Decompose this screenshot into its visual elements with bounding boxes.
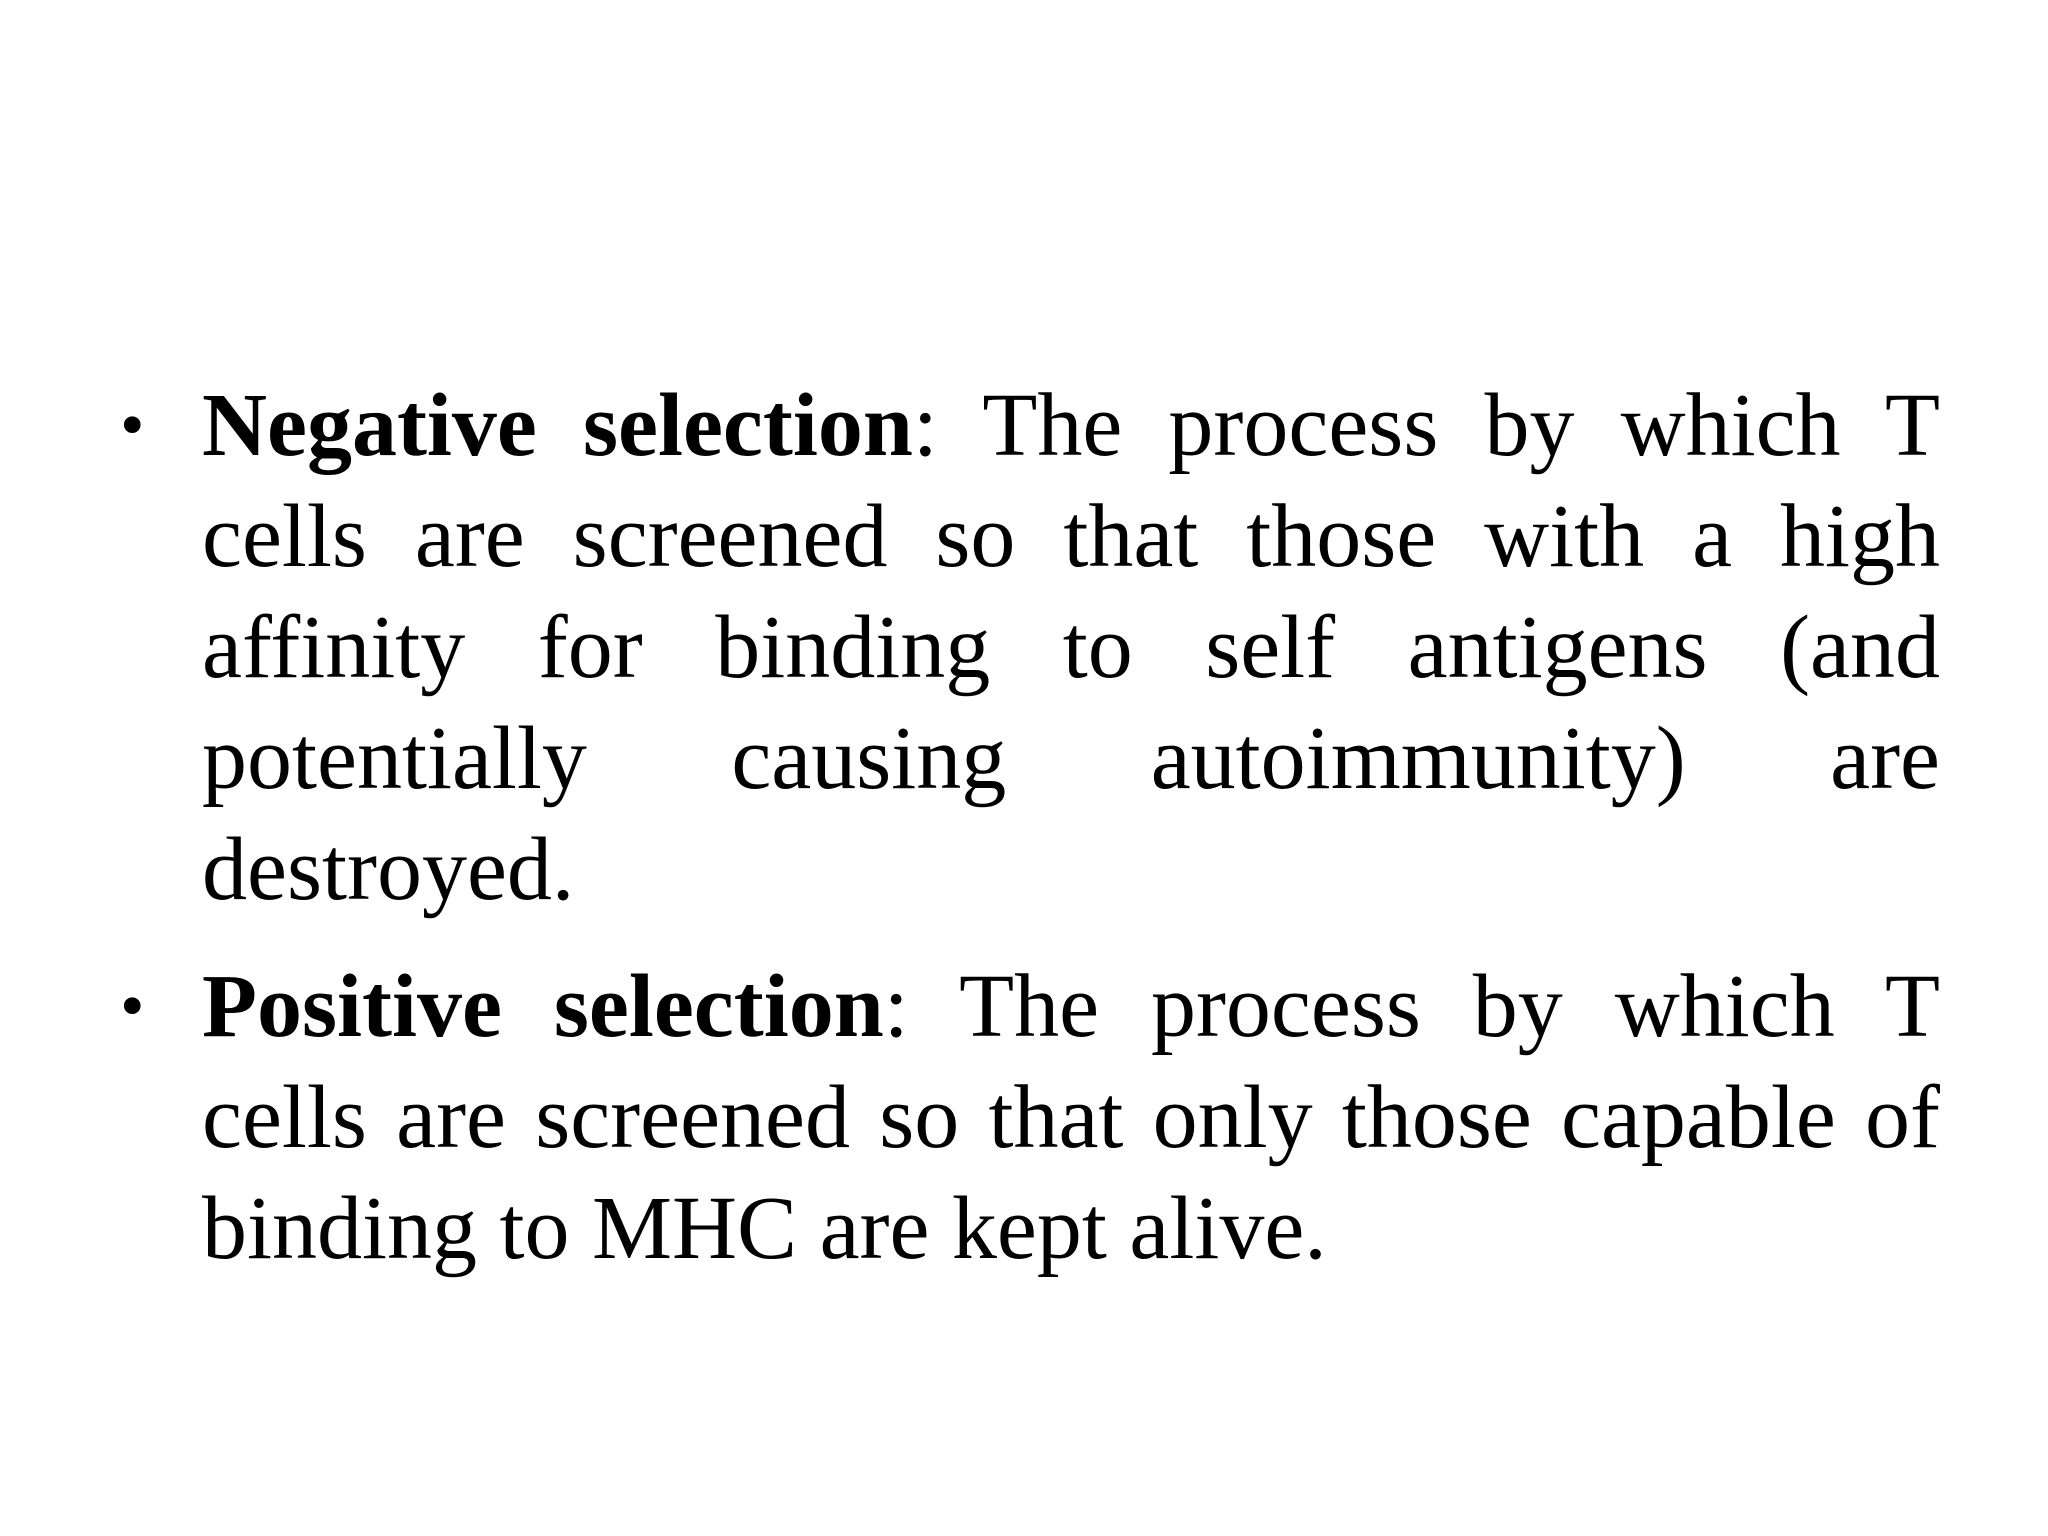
term-negative-selection: Negative selection xyxy=(202,376,913,475)
term-positive-selection: Positive selection xyxy=(202,957,884,1056)
definition-negative-selection: The process by which T cells are screened so that those with a high affinity for binding to self antigens (and potentially causing autoimmunity) are destroyed. xyxy=(202,376,1940,919)
bullet-negative-selection xyxy=(120,370,1940,925)
bullet-list xyxy=(120,370,1940,1310)
bullet-marker: • xyxy=(120,387,145,464)
term-separator: : xyxy=(912,376,938,475)
bullet-positive-selection xyxy=(120,951,1940,1284)
term-separator: : xyxy=(883,957,909,1056)
bullet-marker: • xyxy=(120,968,145,1045)
definition-positive-selection: The process by which T cells are screened so that only those capable of binding to MHC are kept alive. xyxy=(202,957,1940,1278)
